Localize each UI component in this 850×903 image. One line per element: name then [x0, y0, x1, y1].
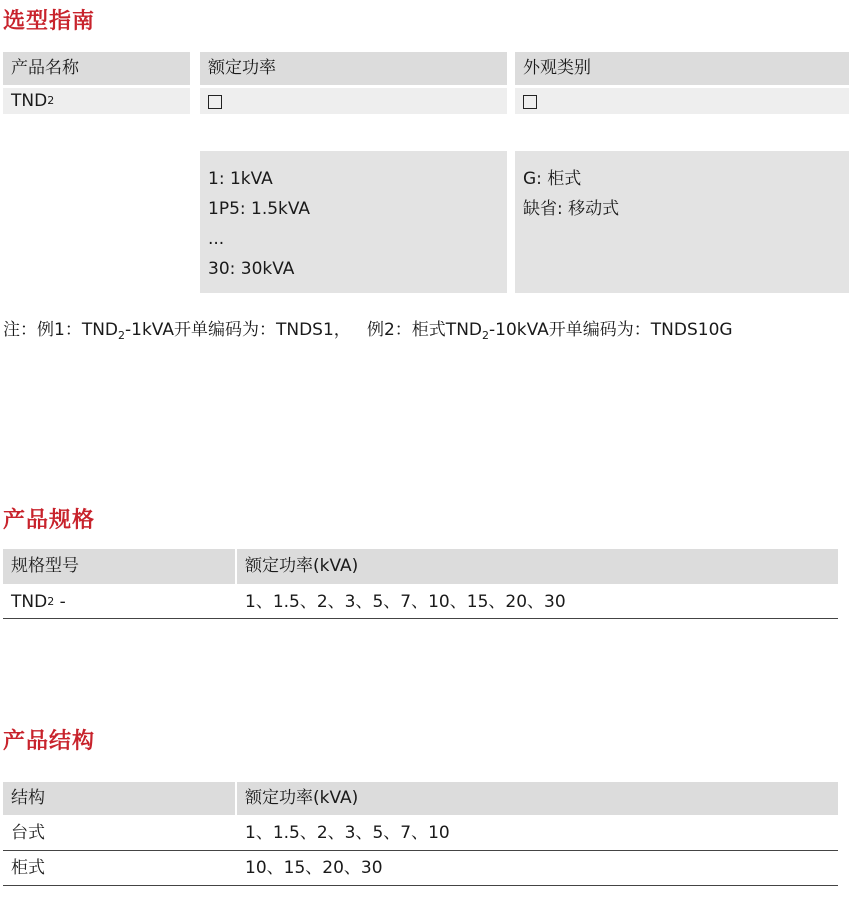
appearance-option-2: 缺省: 移动式 [523, 199, 620, 219]
note-part-3: -10kVA开单编码为：TNDS10G [489, 320, 733, 340]
ordering-note [3, 320, 733, 342]
selection-guide-title: 选型指南 [3, 9, 96, 34]
structure-header-power: 额定功率(kVA) [237, 782, 838, 815]
note-part-2: -1kVA开单编码为：TNDS1， 例2：柜式TND [125, 320, 482, 340]
product-name-cell: TND 2 [3, 88, 190, 114]
power-option-ellipsis: ... [208, 229, 225, 249]
power-option-2: 1P5: 1.5kVA [208, 199, 311, 219]
structure-header-type: 结构 [3, 782, 235, 815]
header-appearance: 外观类别 [515, 52, 849, 85]
product-name-prefix: TND [11, 90, 48, 111]
header-rated-power: 额定功率 [200, 52, 507, 85]
note-sub-2: 2 [482, 329, 489, 342]
specs-bottom-rule [3, 618, 838, 619]
structure-row-1-type: 台式 [11, 822, 45, 843]
power-code-box [208, 95, 222, 109]
specs-model-cell: TND 2 - [11, 591, 66, 612]
specs-title: 产品规格 [3, 508, 96, 533]
power-option-1: 1: 1kVA [208, 169, 273, 189]
specs-header-power: 额定功率(kVA) [237, 549, 838, 584]
note-part-1: 注：例1：TND [3, 320, 119, 340]
specs-power-cell: 1、1.5、2、3、5、7、10、15、20、30 [245, 591, 566, 612]
power-code-cell [200, 88, 507, 114]
appearance-options-block [515, 151, 849, 293]
structure-row-1-power: 1、1.5、2、3、5、7、10 [245, 822, 450, 843]
structure-row-2-type: 柜式 [11, 857, 45, 878]
structure-row-2-power: 10、15、20、30 [245, 857, 383, 878]
power-options-block [200, 151, 507, 293]
appearance-option-1: G: 柜式 [523, 169, 582, 189]
structure-bottom-rule [3, 885, 838, 886]
note-sub-1: 2 [118, 329, 126, 342]
structure-title: 产品结构 [3, 729, 96, 754]
specs-model-suffix: - [54, 591, 66, 612]
specs-model-prefix: TND [11, 591, 48, 612]
header-product-name: 产品名称 [3, 52, 190, 85]
appearance-code-cell [515, 88, 849, 114]
specs-header-model: 规格型号 [3, 549, 235, 584]
power-option-3: 30: 30kVA [208, 259, 295, 279]
structure-row-divider [3, 850, 838, 851]
appearance-code-box [523, 95, 537, 109]
